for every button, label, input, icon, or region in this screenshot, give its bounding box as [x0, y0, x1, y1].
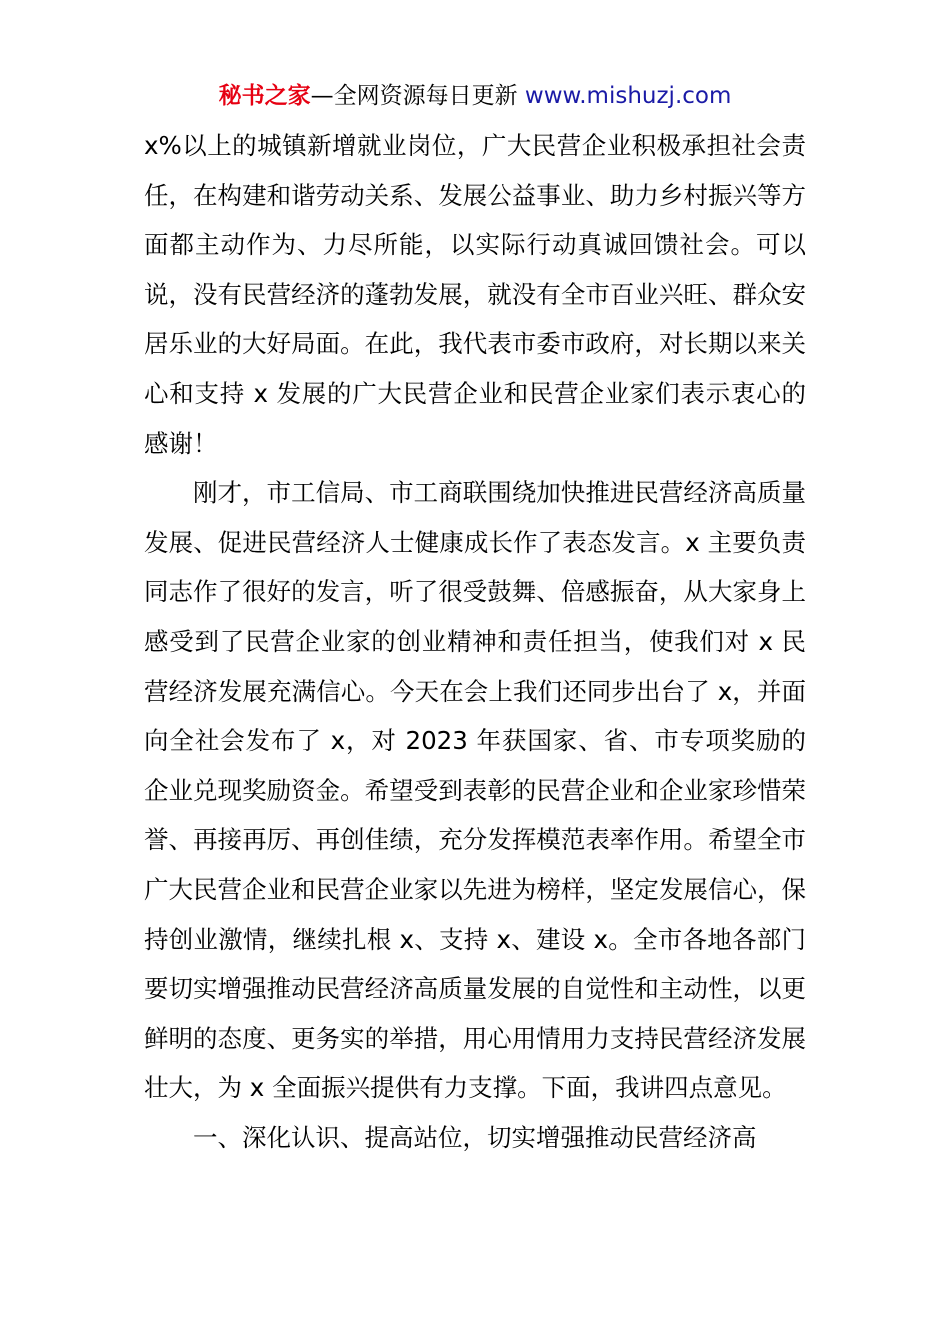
- header-tagline: —全网资源每日更新: [310, 83, 525, 109]
- header-url-link[interactable]: www.mishuzj.com: [524, 83, 732, 109]
- paragraph-2: 刚才，市工信局、市工商联围绕加快推进民营经济高质量发展、促进民营经济人士健康成长作了表态发言。x 主要负责同志作了很好的发言，听了很受鼓舞、倍感振奋，从大家身上感受到了民营企业家的创业精神和责任担当，使我们对 x 民营经济发展充满信心。今天在会上我们还同步出台了 x，并面向全社会发布了 x，对 2023 年获国家、省、市专项奖励的企业兑现奖励资金。希望受到表彰的民营企业和企业家珍惜荣誉、再接再厉、再创佳绩，充分发挥模范表率作用。希望全市广大民营企业和民营企业家以先进为榜样，坚定发展信心，保持创业激情，继续扎根 x、支持 x、建设 x。全市各地各部门要切实增强推动民营经济高质量发展的自觉性和主动性，以更鲜明的态度、更务实的举措，用心用情用力支持民营经济发展壮大，为 x 全面振兴提供有力支撑。下面，我讲四点意见。: [144, 478, 806, 1103]
- paragraph-3-heading: 一、深化认识、提高站位，切实增强推动民营经济高: [193, 1122, 757, 1152]
- paragraph-1: x%以上的城镇新增就业岗位，广大民营企业积极承担社会责任，在构建和谐劳动关系、发展公益事业、助力乡村振兴等方面都主动作为、力尽所能，以实际行动真诚回馈社会。可以说，没有民营经济的蓬勃发展，就没有全市百业兴旺、群众安居乐业的大好局面。在此，我代表市委市政府，对长期以来关心和支持 x 发展的广大民营企业和民营企业家们表示衷心的感谢！: [144, 131, 806, 458]
- page-header: [0, 78, 950, 114]
- document-body: [144, 121, 806, 1162]
- header-brand: 秘书之家: [218, 83, 311, 109]
